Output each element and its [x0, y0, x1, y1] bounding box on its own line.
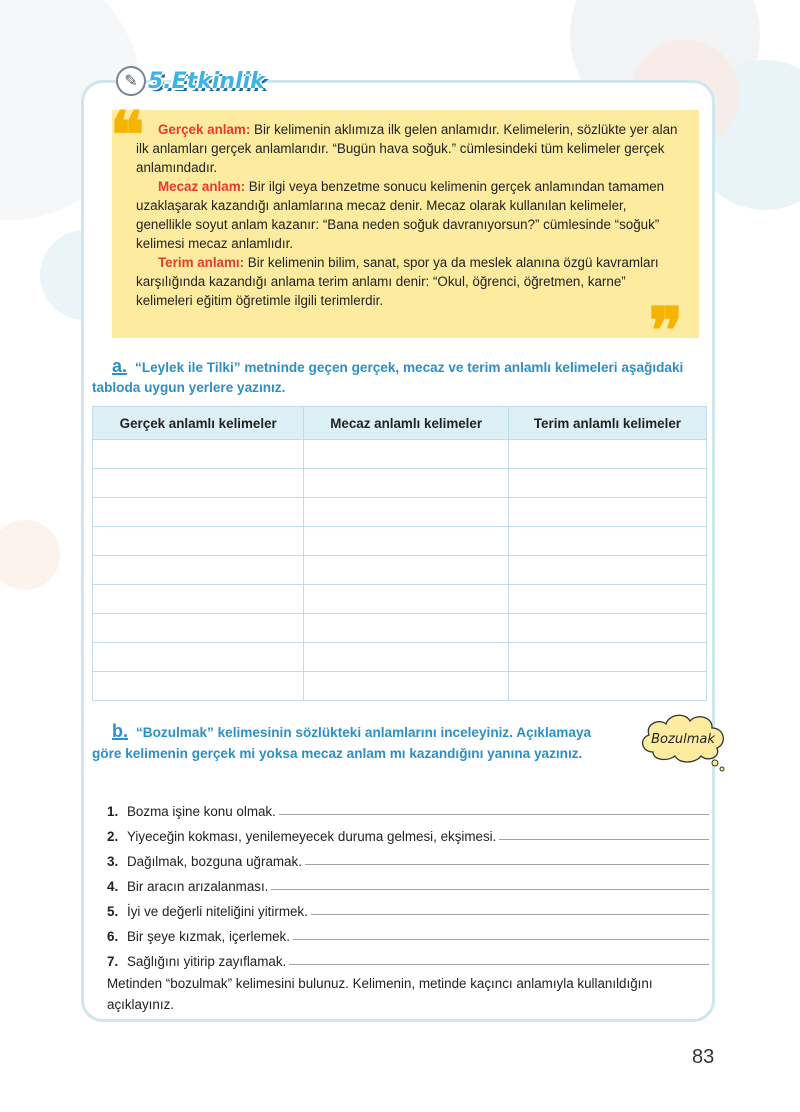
- answer-cell[interactable]: [93, 440, 304, 469]
- answer-line[interactable]: [499, 838, 709, 840]
- list-item: [107, 894, 709, 919]
- list-item: [107, 919, 709, 944]
- item-text: Dağılmak, bozguna uğramak.: [127, 854, 302, 869]
- section-a-text: “Leylek ile Tilki” metninde geçen gerçek, mecaz ve terim anlamlı kelimeleri aşağıdaki tabloda uygun yerlere yazınız.: [92, 360, 684, 395]
- item-number: 7.: [107, 954, 119, 969]
- definition-terim: [136, 253, 685, 310]
- section-a-instruction: [92, 358, 704, 398]
- table-row: [93, 672, 707, 701]
- item-text: Bozma işine konu olmak.: [127, 804, 276, 819]
- term-label: Terim anlamı:: [158, 255, 245, 270]
- header-terim: Terim anlamlı kelimeler: [508, 407, 706, 440]
- item-number: 4.: [107, 879, 119, 894]
- list-item: [107, 794, 709, 819]
- answer-cell[interactable]: [508, 440, 706, 469]
- answer-cell[interactable]: [508, 614, 706, 643]
- table-row: [93, 643, 707, 672]
- answer-cell[interactable]: [304, 469, 508, 498]
- header-gercek: Gerçek anlamlı kelimeler: [93, 407, 304, 440]
- item-text: Sağlığını yitirip zayıflamak.: [127, 954, 287, 969]
- activity-title: 5.Etkinlik: [148, 68, 265, 94]
- answer-cell[interactable]: [304, 556, 508, 585]
- answer-cell[interactable]: [304, 440, 508, 469]
- table-header-row: [93, 407, 707, 440]
- quote-open-icon: ❝: [110, 98, 145, 173]
- table-row: [93, 469, 707, 498]
- answer-cell[interactable]: [93, 498, 304, 527]
- definition-gercek: [136, 120, 685, 177]
- list-item: [107, 844, 709, 869]
- answer-cell[interactable]: [508, 556, 706, 585]
- answer-cell[interactable]: [93, 643, 304, 672]
- answer-cell[interactable]: [304, 498, 508, 527]
- table-row: [93, 440, 707, 469]
- page-number: 83: [692, 1046, 715, 1068]
- list-item: [107, 819, 709, 844]
- definition-text: Bir ilgi veya benzetme sonucu kelimenin gerçek anlamından tamamen uzaklaşarak kazandığı anlamlarına mecaz denir. Mecaz olarak kullanılan kelimeler, genellikle soyut anlam kazanır: “Bana neden soğuk davranıyorsun?” cümlesinde “soğuk” kelimesi mecaz anlamlıdır.: [136, 179, 665, 251]
- answer-cell[interactable]: [508, 527, 706, 556]
- item-text: Yiyeceğin kokması, yenilemeyecek duruma gelmesi, ekşimesi.: [127, 829, 497, 844]
- table-row: [93, 614, 707, 643]
- answer-cell[interactable]: [93, 527, 304, 556]
- table-row: [93, 527, 707, 556]
- item-text: Bir şeye kızmak, içerlemek.: [127, 929, 290, 944]
- item-text: İyi ve değerli niteliğini yitirmek.: [127, 904, 308, 919]
- item-number: 5.: [107, 904, 119, 919]
- section-b-marker: b.: [112, 721, 128, 741]
- definition-mecaz: [136, 177, 685, 253]
- table-row: [93, 585, 707, 614]
- item-text: Bir aracın arızalanması.: [127, 879, 269, 894]
- answer-line[interactable]: [293, 938, 709, 940]
- answer-cell[interactable]: [304, 614, 508, 643]
- section-a-marker: a.: [112, 356, 128, 376]
- definition-box: [110, 98, 699, 369]
- answer-line[interactable]: [305, 863, 709, 865]
- header-mecaz: Mecaz anlamlı kelimeler: [304, 407, 508, 440]
- closing-question: Metinden “bozulmak” kelimesini bulunuz. Kelimenin, metinde kaçıncı anlamıyla kullanıldığını açıklayınız.: [107, 976, 653, 1012]
- definition-text: Bir kelimenin bilim, sanat, spor ya da meslek alanına özgü kavramları karşılığında kazandığı anlama terim anlamı denir: “Okul, öğrenci, öğretmen, karne” kelimeleri eğitim öğretimle ilgili terimlerdir.: [136, 255, 659, 308]
- words-table: [92, 406, 707, 701]
- table-row: [93, 498, 707, 527]
- answer-line[interactable]: [289, 963, 709, 965]
- thought-cloud: [635, 708, 731, 772]
- answer-cell[interactable]: [304, 672, 508, 701]
- answer-cell[interactable]: [508, 672, 706, 701]
- answer-cell[interactable]: [508, 585, 706, 614]
- list-item: [107, 944, 709, 969]
- item-number: 1.: [107, 804, 119, 819]
- background-circle: [0, 520, 60, 590]
- answer-cell[interactable]: [304, 527, 508, 556]
- section-b-text: “Bozulmak” kelimesinin sözlükteki anlamlarını inceleyiniz. Açıklamaya göre kelimenin gerçek mi yoksa mecaz anlam mı kazandığını yanına yazınız.: [92, 725, 592, 761]
- item-number: 2.: [107, 829, 119, 844]
- item-number: 3.: [107, 854, 119, 869]
- item-number: 6.: [107, 929, 119, 944]
- cloud-label: Bozulmak: [651, 732, 715, 747]
- term-label: Gerçek anlam:: [158, 122, 251, 137]
- answer-cell[interactable]: [508, 469, 706, 498]
- answer-cell[interactable]: [304, 585, 508, 614]
- answer-line[interactable]: [279, 813, 709, 815]
- answer-line[interactable]: [311, 913, 709, 915]
- list-item: [107, 869, 709, 894]
- definition-text: Bir kelimenin aklımıza ilk gelen anlamıdır. Kelimelerin, sözlükte yer alan ilk anlamları gerçek anlamlarıdır. “Bugün hava soğuk.” cümlesindeki tüm kelimeler gerçek anlamındadır.: [136, 122, 678, 175]
- section-b-instruction: [92, 722, 612, 764]
- answer-cell[interactable]: [93, 672, 304, 701]
- answer-cell[interactable]: [508, 498, 706, 527]
- meanings-list: [107, 794, 709, 969]
- pencil-mascot-icon: ✎: [116, 66, 146, 96]
- table-row: [93, 556, 707, 585]
- quote-close-icon: ❞: [648, 294, 683, 369]
- answer-cell[interactable]: [93, 585, 304, 614]
- answer-cell[interactable]: [93, 614, 304, 643]
- activity-badge: [116, 64, 266, 98]
- answer-line[interactable]: [271, 888, 709, 890]
- term-label: Mecaz anlam:: [158, 179, 246, 194]
- answer-cell[interactable]: [93, 556, 304, 585]
- answer-cell[interactable]: [508, 643, 706, 672]
- answer-cell[interactable]: [93, 469, 304, 498]
- answer-cell[interactable]: [304, 643, 508, 672]
